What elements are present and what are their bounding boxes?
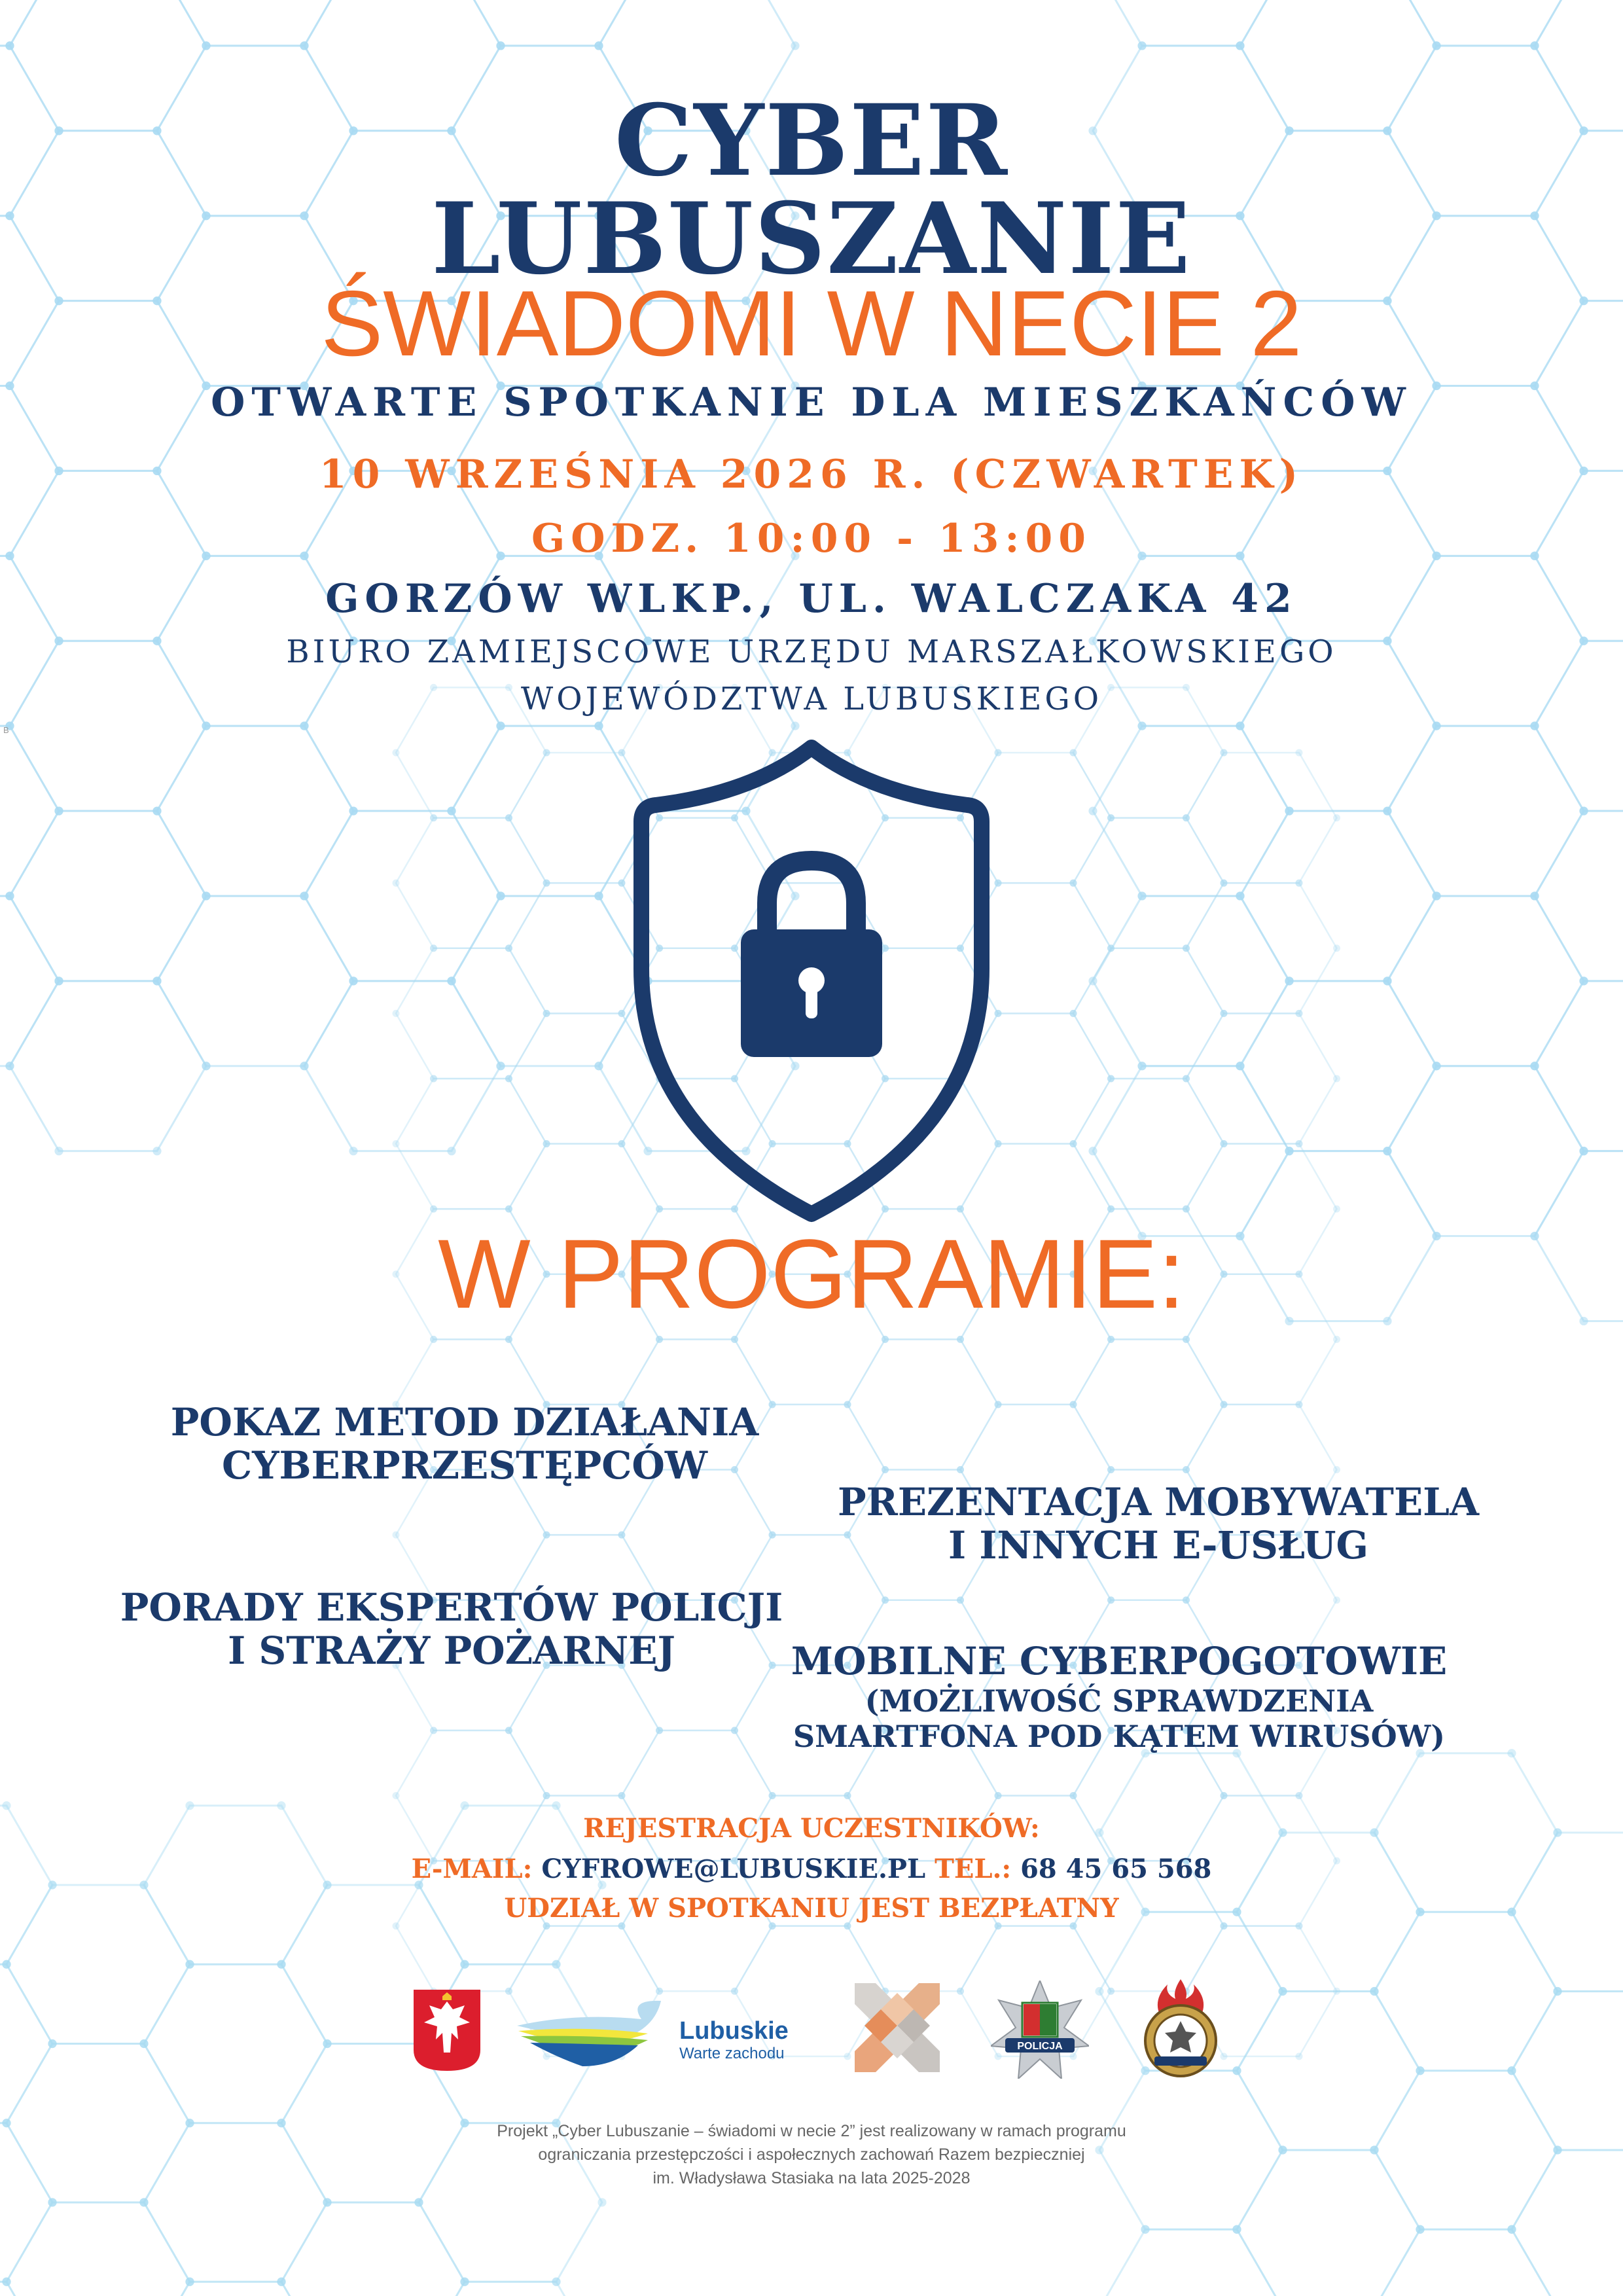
partner-logo xyxy=(855,1983,940,2072)
title-line-1: CYBER xyxy=(614,83,1009,198)
venue-line-1: BIURO ZAMIEJSCOWE URZĘDU MARSZAŁKOWSKIEGO xyxy=(286,634,1337,670)
registration-contact xyxy=(0,1854,1623,1884)
footer-line-2: ograniczania przestępczości i aspołecznych zachowań Razem bezpieczniej xyxy=(538,2145,1085,2164)
subtitle: ŚWIADOMI W NECIE 2 xyxy=(321,272,1302,376)
free-participation-note: UDZIAŁ W SPOTKANIU JEST BEZPŁATNY xyxy=(504,1893,1119,1924)
email-label: E-MAIL: xyxy=(411,1854,533,1884)
stray-mark: B xyxy=(3,725,9,735)
event-time: GODZ. 10:00 - 13:00 xyxy=(531,516,1092,562)
email-link[interactable]: CYFROWE@LUBUSKIE.PL xyxy=(541,1854,926,1884)
program-item-1 xyxy=(118,1401,812,1487)
program-item-3-line-1: PORADY EKSPERTÓW POLICJI xyxy=(120,1585,783,1630)
program-item-2-line-1: PREZENTACJA MOBYWATELA xyxy=(838,1480,1479,1524)
lubuskie-logo xyxy=(517,1993,805,2072)
program-item-4 xyxy=(772,1640,1466,1753)
footer-note xyxy=(0,2119,1623,2190)
registration-heading: REJESTRACJA UCZESTNIKÓW: xyxy=(583,1813,1040,1844)
phone-label: TEL.: xyxy=(935,1854,1012,1884)
program-item-1-line-2: CYBERPRZESTĘPCÓW xyxy=(221,1443,708,1488)
program-item-4-line-3: SMARTFONA POD KĄTEM WIRUSÓW) xyxy=(793,1719,1446,1754)
event-address: GORZÓW WLKP., UL. WALCZAKA 42 xyxy=(325,576,1298,622)
program-item-2 xyxy=(812,1480,1505,1567)
svg-text:Warte zachodu: Warte zachodu xyxy=(679,2045,785,2062)
policja-badge xyxy=(991,1981,1089,2079)
program-item-1-line-1: POKAZ METOD DZIAŁANIA xyxy=(170,1400,759,1444)
svg-text:Lubuskie: Lubuskie xyxy=(679,2017,789,2045)
footer-line-1: Projekt „Cyber Lubuszanie – świadomi w necie 2” jest realizowany w ramach programu xyxy=(497,2122,1126,2140)
program-item-4-line-2: (MOŻLIWOŚĆ SPRAWDZENIA xyxy=(865,1683,1374,1719)
shield-lock-icon xyxy=(589,733,1034,1230)
venue-line-2: WOJEWÓDZTWA LUBUSKIEGO xyxy=(520,681,1103,717)
program-heading: W PROGRAMIE: xyxy=(438,1219,1185,1329)
event-date: 10 WRZEŚNIA 2026 R. (CZWARTEK) xyxy=(319,452,1304,497)
footer-line-3: im. Władysława Stasiaka na lata 2025-2028 xyxy=(652,2169,971,2187)
program-item-3-line-2: I STRAŻY POŻARNEJ xyxy=(228,1628,675,1673)
title-line-2: LUBUSZANIE xyxy=(431,181,1192,296)
event-type: OTWARTE SPOTKANIE DLA MIESZKAŃCÓW xyxy=(211,380,1412,425)
phone-number[interactable]: 68 45 65 568 xyxy=(1020,1854,1212,1884)
svg-text:POLICJA: POLICJA xyxy=(1017,2041,1063,2052)
program-item-2-line-2: I INNYCH E-USŁUG xyxy=(948,1523,1368,1568)
fire-service-badge xyxy=(1137,1979,1224,2079)
program-item-3 xyxy=(105,1586,798,1672)
poland-eagle-emblem xyxy=(414,1990,480,2071)
lock-shackle xyxy=(767,861,856,929)
program-item-4-line-1: MOBILNE CYBERPOGOTOWIE xyxy=(791,1639,1448,1683)
